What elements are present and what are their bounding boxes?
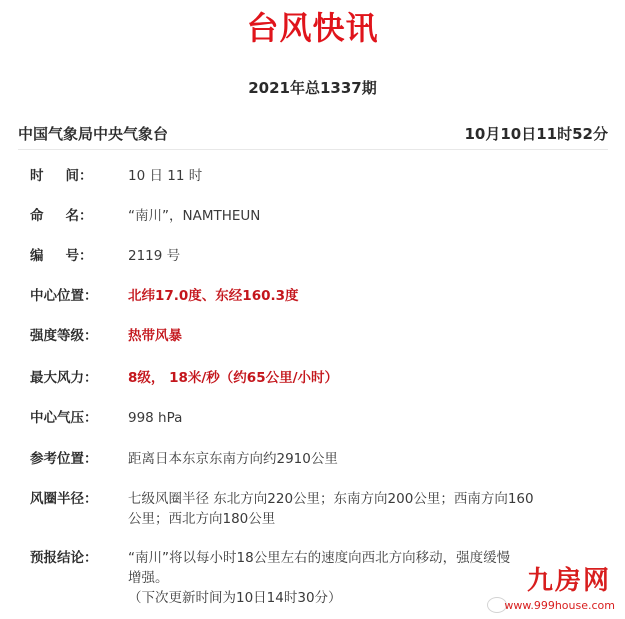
field-label: 风圈半径： bbox=[30, 491, 98, 507]
field-label bbox=[30, 246, 128, 266]
field-label bbox=[30, 206, 128, 226]
issue-number: 2021年总1337期 bbox=[248, 79, 377, 97]
field-row-pressure bbox=[30, 408, 610, 428]
field-row-reference-position bbox=[30, 449, 610, 469]
field-value: 北纬17.0度、东经160.3度 bbox=[128, 288, 299, 304]
field-label: 参考位置： bbox=[30, 451, 98, 467]
field-label: 最大风力： bbox=[30, 370, 98, 386]
field-row-wind-radius bbox=[30, 489, 610, 529]
label-char: 号： bbox=[65, 248, 93, 264]
field-value: 距离日本东京东南方向约2910公里 bbox=[128, 451, 338, 467]
field-value: 8级， 18米/秒（约65公里/小时） bbox=[128, 370, 339, 386]
field-label: 强度等级： bbox=[30, 328, 98, 344]
field-label: 预报结论： bbox=[30, 550, 98, 566]
label-char: 名： bbox=[65, 208, 93, 224]
field-label: 中心气压： bbox=[30, 410, 98, 426]
field-row-time bbox=[30, 166, 610, 186]
label-char: 命 bbox=[30, 208, 44, 224]
field-row-intensity bbox=[30, 326, 610, 346]
value-line: “南川”将以每小时18公里左右的速度向西北方向移动，强度缓慢 bbox=[128, 550, 511, 566]
field-value: 998 hPa bbox=[128, 410, 183, 426]
label-char: 编 bbox=[30, 248, 44, 264]
value-line: 增强。 bbox=[128, 570, 169, 586]
bulletin-header bbox=[18, 124, 608, 144]
field-value: 10 日 11 时 bbox=[128, 168, 203, 184]
field-row-center-position bbox=[30, 286, 610, 306]
field-value: “南川”，NAMTHEUN bbox=[128, 208, 261, 224]
issued-time: 10月10日11时52分 bbox=[464, 125, 608, 143]
watermark bbox=[487, 567, 617, 613]
bulletin-title: 台风快讯 bbox=[246, 9, 379, 47]
value-line: 七级风圈半径 东北方向220公里；东南方向200公里；西南方向160 bbox=[128, 491, 534, 507]
watermark-url: www.999house.com bbox=[504, 599, 615, 612]
field-row-max-wind bbox=[30, 368, 610, 388]
label-char: 间： bbox=[65, 168, 93, 184]
value-line: （下次更新时间为10日14时30分） bbox=[128, 590, 342, 606]
value-line: 公里；西北方向180公里 bbox=[128, 511, 276, 527]
watermark-logo: 九房网 bbox=[526, 566, 611, 595]
field-label: 中心位置： bbox=[30, 288, 98, 304]
field-value bbox=[128, 489, 610, 529]
field-label bbox=[30, 166, 128, 186]
header-divider bbox=[18, 149, 608, 150]
field-value: 2119 号 bbox=[128, 248, 181, 264]
issuer: 中国气象局中央气象台 bbox=[18, 125, 169, 143]
field-row-number bbox=[30, 246, 610, 266]
field-row-name bbox=[30, 206, 610, 226]
label-char: 时 bbox=[30, 168, 44, 184]
field-value: 热带风暴 bbox=[128, 328, 182, 344]
